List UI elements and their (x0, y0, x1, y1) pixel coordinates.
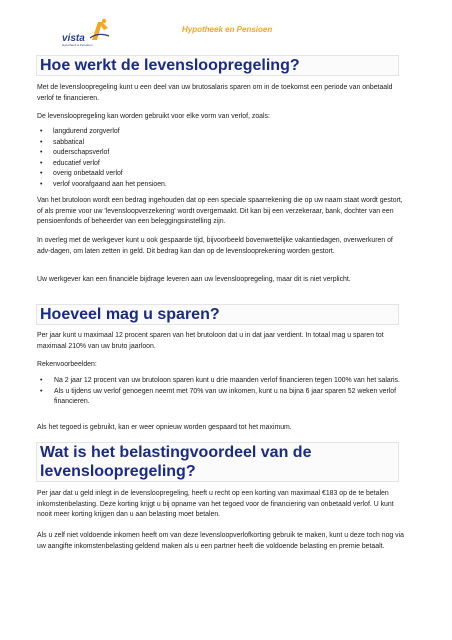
paragraph: Van het brutoloon wordt een bedrag ingehouden dat op een speciale spaarrekening die op uw naam staat wordt gestort, of als premie voor uw 'levensloopverzekering' wordt overgemaakt. Dit kan bij een verzekeraar, bank, dochter van een pensioenfonds of beheerder van een beleggingsinstelling zijn. (37, 197, 403, 225)
list-item: • sabbatical (37, 138, 405, 149)
list-item: • educatief verlof (37, 159, 405, 170)
paragraph: Per jaar kunt u maximaal 12 procent sparen van het brutoloon dat u in dat jaar verdient. In totaal mag u sparen tot maximaal 210% van uw bruto jaarloon. (37, 332, 384, 350)
paragraph: Als het tegoed is gebruikt, kan er weer opnieuw worden gespaard tot het maximum. (37, 424, 292, 431)
section-heading-how-much: Hoeveel mag u sparen? (36, 304, 399, 325)
paragraph: In overleg met de werkgever kunt u ook gespaarde tijd, bijvoorbeeld bovenwettelijke vakantiedagen, overwerkuren of adv-dagen, om laten zetten in geld. Dit bedrag kan dan op de levenslooprekening worden gestort. (37, 237, 393, 255)
paragraph: Rekenvoorbeelden: (37, 361, 97, 368)
logo-figure-icon (88, 18, 110, 42)
leave-types-list (37, 127, 405, 191)
section-heading-tax-benefit: Wat is het belastingvoordeel van de levensloopregeling? (36, 442, 399, 482)
company-logo (62, 16, 112, 46)
list-item: • Als u tijdens uw verlof genoegen neemt met 70% van uw inkomen, kunt u na bijna 6 jaar sparen 52 weken verlof financieren. (37, 387, 405, 408)
header-title: Hypotheek en Pensioen (182, 25, 273, 34)
paragraph: De levensloopregeling kan worden gebruikt voor elke vorm van verlof, zoals: (37, 113, 270, 120)
section-heading-how-it-works: Hoe werkt de levensloopregeling? (36, 55, 399, 76)
examples-list (37, 376, 405, 408)
paragraph: Per jaar dat u geld inlegt in de levensloopregeling, heeft u recht op een korting van maximaal €183 op de te betalen inkomstenbelasting. Deze korting krijgt u bij opname van het tegoed voor de financiering van onbetaald verlof. U kunt nooit meer korting krijgen dan u aan belasting moet betalen. (37, 490, 394, 518)
paragraph: Met de levensloopregeling kunt u een deel van uw brutosalaris sparen om in de toekomst een periode van onbetaald verlof te financieren. (37, 84, 393, 102)
paragraph: Uw werkgever kan een financiële bijdrage leveren aan uw levensloopregeling, maar dit is niet verplicht. (37, 276, 351, 283)
logo-subtext: Hypotheek & Pensioen (62, 43, 93, 47)
list-item: • langdurend zorgverlof (37, 127, 405, 138)
list-item: • overig onbetaald verlof (37, 169, 405, 180)
paragraph: Als u zelf niet voldoende inkomen heeft om van deze levensloopverlofkorting gebruik te maken, kunt u deze toch nog via uw aangifte inkomstenbelasting geldend maken als u een partner heeft die voldoende belasting en premie betaalt. (37, 532, 404, 550)
list-item: • Na 2 jaar 12 procent van uw brutoloon sparen kunt u drie maanden verlof financieren tegen 100% van het salaris. (37, 376, 405, 387)
list-item: • verlof voorafgaand aan het pensioen. (37, 180, 405, 191)
list-item: • ouderschapsverlof (37, 148, 405, 159)
logo-text: vista (62, 33, 85, 44)
